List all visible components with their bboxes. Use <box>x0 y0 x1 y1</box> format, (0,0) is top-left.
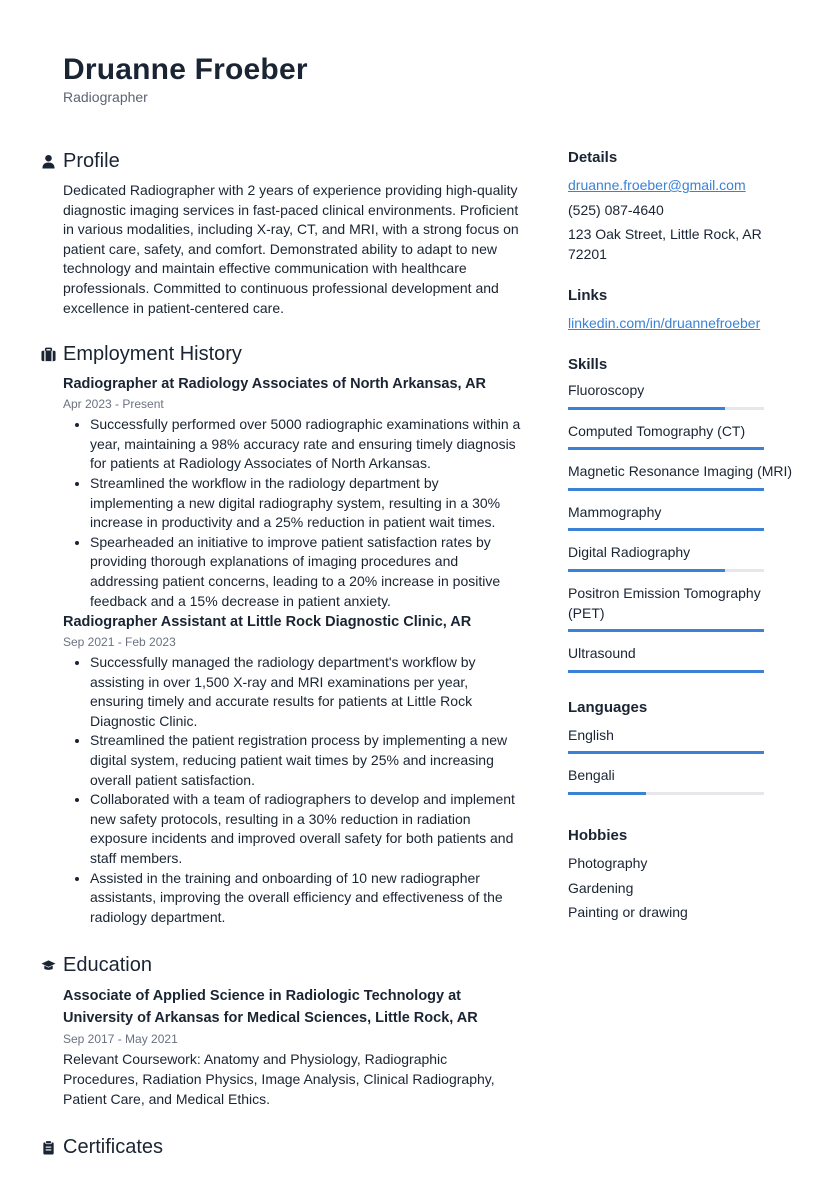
skill-bar-fill <box>568 488 764 491</box>
phone-text: (525) 087-4640 <box>568 201 664 218</box>
languages-section <box>568 698 796 795</box>
skill-bar <box>568 528 764 531</box>
employment-heading <box>40 341 522 367</box>
skill-bar <box>568 670 764 673</box>
resume-header <box>63 52 308 105</box>
job-bullet: • Successfully performed over 5000 radiographic examinations within a year, maintaining a 98% accuracy rate and ensuring timely diagnosis for patients at Radiology Associates of North Arkansas. <box>90 415 522 474</box>
job-title: Radiographer at Radiology Associates of North Arkansas, AR <box>63 376 487 393</box>
job-bullet: • Streamlined the workflow in the radiology department by implementing a new digital radiography system, resulting in a 30% increase in productivity and a 25% reduction in patient wait times. <box>90 474 522 533</box>
hobby-item: Gardening <box>568 879 634 896</box>
skill-item <box>568 462 796 491</box>
skill-item <box>568 422 796 451</box>
job-entry <box>63 612 522 927</box>
skill-bar-fill <box>568 407 725 410</box>
links-title: Links <box>568 287 608 305</box>
job-date: Sep 2021 - Feb 2023 <box>63 635 176 650</box>
links-section <box>568 286 796 334</box>
language-item <box>568 726 796 755</box>
skill-item <box>568 543 796 572</box>
candidate-name: Druanne Froeber <box>63 53 308 86</box>
details-title: Details <box>568 149 618 166</box>
language-item <box>568 766 796 795</box>
skills-list <box>568 381 796 673</box>
education-title: Education <box>63 953 152 976</box>
details-section <box>568 148 796 264</box>
profile-text: Dedicated Radiographer with 2 years of experience providing high-quality diagnostic imaging services in fast-paced clinical environments. Proficient in various modalities, including X-ray, CT, and MRI, with a strong focus on patient care, safety, and comfort. Demonstrated ability to adapt to new technology and maintain effective communication with healthcare professionals. Committed to continuous professional development and excellence in patient-centered care. <box>63 182 519 316</box>
language-bar <box>568 751 764 754</box>
hobbies-title: Hobbies <box>568 826 628 844</box>
degree-title: Associate of Applied Science in Radiologic Technology at University of Arkansas for Medical Sciences, Little Rock, AR <box>63 988 478 1027</box>
certificates-section <box>40 1134 522 1160</box>
skills-title: Skills <box>568 355 608 373</box>
education-date: Sep 2017 - May 2021 <box>63 1032 178 1047</box>
skill-label: Mammography <box>568 503 662 520</box>
job-bullet: • Assisted in the training and onboarding of 10 new radiographer assistants, improving the overall efficiency and effectiveness of the radiology department. <box>90 869 522 928</box>
job-bullets <box>63 653 522 927</box>
sidebar-column <box>568 148 796 923</box>
language-bar-fill <box>568 792 646 795</box>
address-text: 123 Oak Street, Little Rock, AR 72201 <box>568 226 762 262</box>
employment-section <box>40 341 522 927</box>
graduation-cap-icon <box>40 957 56 973</box>
employment-title: Employment History <box>63 342 242 365</box>
skill-label: Fluoroscopy <box>568 381 645 398</box>
skill-label: Magnetic Resonance Imaging (MRI) <box>568 463 793 480</box>
skill-bar <box>568 629 764 632</box>
skill-label: Ultrasound <box>568 645 636 662</box>
education-section <box>40 952 522 1109</box>
skill-label: Positron Emission Tomography (PET) <box>568 584 761 621</box>
skill-bar-fill <box>568 670 764 673</box>
skill-bar <box>568 447 764 450</box>
language-label: Bengali <box>568 767 615 784</box>
certificates-heading <box>40 1134 522 1160</box>
skill-item <box>568 503 796 532</box>
hobby-item: Photography <box>568 854 648 871</box>
skill-bar <box>568 488 764 491</box>
job-bullet: • Successfully managed the radiology department's workflow by assisting in over 1,500 X-ray and MRI examinations per year, ensuring timely and accurate results for patients at Little Rock Diagnostic Clinic. <box>90 653 522 731</box>
job-bullet: • Collaborated with a team of radiographers to develop and implement new safety protocols, resulting in a 30% reduction in radiation exposure incidents and improved overall safety for both patients and staff members. <box>90 790 522 868</box>
skills-section <box>568 355 796 673</box>
skill-bar <box>568 569 764 572</box>
main-column <box>40 148 522 1160</box>
briefcase-icon <box>40 346 56 362</box>
languages-title: Languages <box>568 698 648 716</box>
certificates-title: Certificates <box>63 1135 164 1158</box>
skill-bar-fill <box>568 528 764 531</box>
candidate-role: Radiographer <box>63 89 148 105</box>
language-bar <box>568 792 764 795</box>
job-bullets <box>63 415 522 611</box>
email-link[interactable]: druanne.froeber@gmail.com <box>568 177 746 193</box>
skill-bar-fill <box>568 569 725 572</box>
language-label: English <box>568 726 614 743</box>
skill-bar-fill <box>568 447 764 450</box>
profile-title: Profile <box>63 149 120 172</box>
skill-item <box>568 644 796 673</box>
skill-bar-fill <box>568 629 764 632</box>
profile-section <box>40 148 522 318</box>
skill-label: Computed Tomography (CT) <box>568 422 746 439</box>
person-icon <box>40 153 56 169</box>
skill-item <box>568 584 796 632</box>
job-title: Radiographer Assistant at Little Rock Diagnostic Clinic, AR <box>63 614 472 631</box>
job-bullet: • Streamlined the patient registration process by implementing a new digital system, reducing patient wait times by 25% and increasing overall patient satisfaction. <box>90 731 522 790</box>
education-text: Relevant Coursework: Anatomy and Physiology, Radiographic Procedures, Radiation Physics, Image Analysis, Clinical Radiography, Patient Care, and Medical Ethics. <box>63 1051 495 1107</box>
language-bar-fill <box>568 751 764 754</box>
education-heading <box>40 952 522 978</box>
clipboard-icon <box>40 1139 56 1155</box>
job-entry <box>63 374 522 611</box>
linkedin-link[interactable]: linkedin.com/in/druannefroeber <box>568 315 761 332</box>
hobby-item: Painting or drawing <box>568 904 688 921</box>
skill-bar <box>568 407 764 410</box>
job-date: Apr 2023 - Present <box>63 397 164 412</box>
skill-item <box>568 381 796 410</box>
skill-label: Digital Radiography <box>568 544 691 561</box>
hobbies-section <box>568 826 796 923</box>
job-bullet: • Spearheaded an initiative to improve patient satisfaction rates by providing thorough explanations of imaging procedures and addressing patient concerns, leading to a 20% increase in positive feedback and a 15% decrease in patient anxiety. <box>90 533 522 611</box>
profile-heading <box>40 148 522 174</box>
